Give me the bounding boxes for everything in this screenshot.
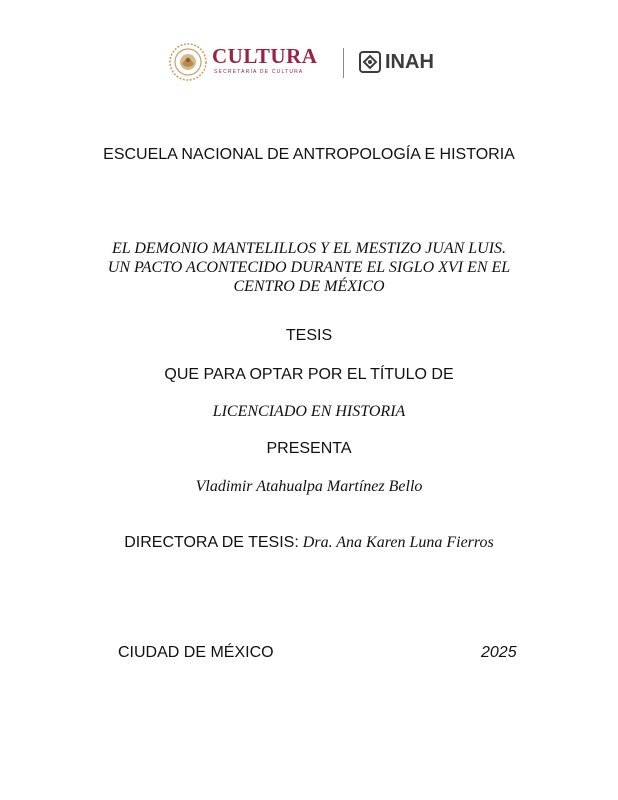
cultura-subtitle: SECRETARÍA DE CULTURA <box>214 69 304 75</box>
thesis-title-line: UN PACTO ACONTECIDO DURANTE EL SIGLO XVI EN EL <box>107 259 511 276</box>
cultura-wordmark: CULTURA <box>212 44 318 68</box>
city: CIUDAD DE MÉXICO <box>118 644 274 661</box>
degree-title: LICENCIADO EN HISTORIA <box>212 403 406 420</box>
director-label: DIRECTORA DE TESIS: <box>124 534 299 551</box>
school-name: ESCUELA NACIONAL DE ANTROPOLOGÍA E HISTORIA <box>103 146 515 163</box>
year: 2025 <box>481 644 517 661</box>
inah-emblem-icon <box>357 49 383 75</box>
thesis-title-line: EL DEMONIO MANTELILLOS Y EL MESTIZO JUAN LUIS. <box>111 240 507 257</box>
thesis-director <box>0 534 618 552</box>
degree-intro: QUE PARA OPTAR POR EL TÍTULO DE <box>164 366 454 383</box>
inah-wordmark: INAH <box>385 51 434 73</box>
logo-divider <box>343 48 344 78</box>
header-logos <box>0 40 618 86</box>
author-name: Vladimir Atahualpa Martínez Bello <box>195 478 423 495</box>
director-name: Dra. Ana Karen Luna Fierros <box>302 534 494 551</box>
thesis-title-line: CENTRO DE MÉXICO <box>233 278 385 295</box>
thesis-title <box>0 239 618 296</box>
tesis-label: TESIS <box>285 327 333 344</box>
cultura-emblem-icon <box>168 42 208 82</box>
presenta-label: PRESENTA <box>266 440 352 457</box>
